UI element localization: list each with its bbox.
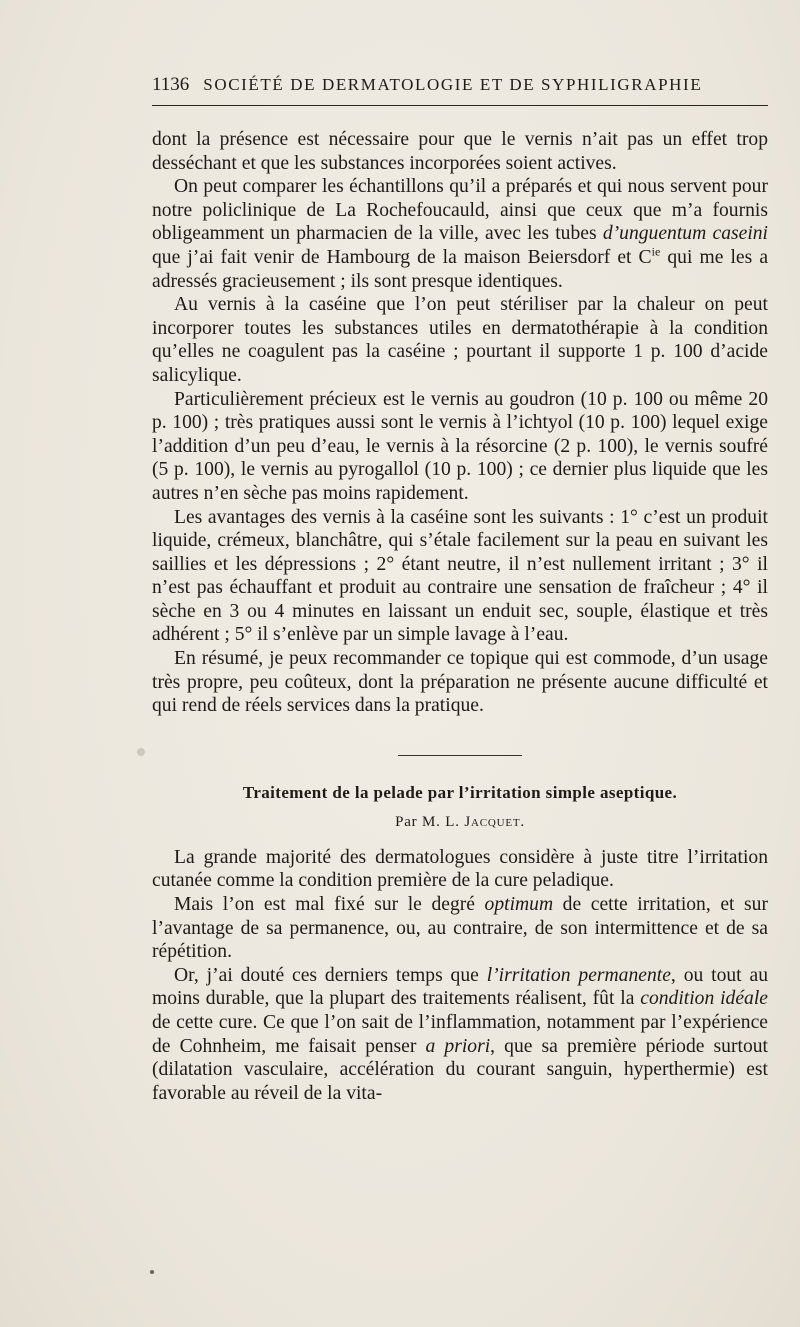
- paragraph-text: , ou tout au moins durable, que la plupart des traitements réalisent, fût la: [152, 964, 768, 1010]
- paragraph-sterilize: [152, 293, 768, 387]
- italic-term: d’unguentum caseini: [602, 223, 769, 245]
- superscript: ie: [651, 244, 661, 259]
- paragraph-text: qui me les a adressés gracieusement ; ils sont presque identiques.: [152, 246, 769, 292]
- italic-term: condition idéale: [640, 988, 768, 1010]
- header-rule: [152, 105, 768, 106]
- article-author: [152, 812, 768, 832]
- article-body: [152, 846, 768, 1106]
- paragraph-samples: [152, 175, 768, 293]
- paragraph-text: de cette cure. Ce que l’on sait de l’inflammation, notamment par l’expérience de Cohnheim, me faisait penser: [152, 1012, 768, 1057]
- page-number: 1136: [152, 74, 190, 95]
- paragraph-doubt: [152, 964, 768, 1106]
- paragraph-text: Mais l’on est mal fixé sur le degré: [174, 894, 485, 916]
- italic-term: a priori: [425, 1035, 491, 1057]
- author-prefix: Par M. L.: [395, 813, 465, 830]
- paragraph-varieties: [152, 388, 768, 506]
- ink-speck: [150, 1270, 154, 1274]
- author-name: Jacquet.: [464, 813, 525, 830]
- paragraph-text: On peut comparer les échantillons qu’il a préparés et qui nous servent pour notre policlinique de La Rochefoucauld, ainsi que ceux que m’a fournis obligeamment un pharmacien de la ville, avec les tubes: [152, 176, 768, 245]
- paragraph-advantages: [152, 506, 768, 648]
- paragraph-summary: [152, 647, 768, 718]
- running-header: [152, 74, 768, 98]
- paper-blot: [137, 748, 145, 756]
- paragraph-text: que j’ai fait venir de Hambourg de la maison Beiersdorf et C: [152, 246, 652, 268]
- paragraph-text: Au vernis à la caséine que l’on peut stériliser par la chaleur on peut incorporer toutes les substances utiles en dermatothérapie à la condition qu’elles ne coagulent pas la caséine ; pourtant il supporte 1 p. 100 d’acide salicylique.: [152, 294, 768, 386]
- paragraph-optimum: [152, 893, 768, 964]
- paragraph-intro: [152, 846, 768, 893]
- paragraph-text: de cette irritation, et sur l’avantage de sa permanence, ou, au contraire, de son intermittence et de sa répétition.: [152, 894, 768, 963]
- italic-term: l’irritation permanente: [486, 964, 671, 986]
- section-separator: [398, 755, 522, 756]
- paragraph-text: , que sa première période surtout (dilatation vasculaire, accélération du courant sanguin, hyperthermie) est favorable au réveil de la vita-: [152, 1035, 768, 1104]
- paragraph-text: Les avantages des vernis à la caséine sont les suivants : 1° c’est un produit liquide, crémeux, blanchâtre, qui s’étale facilement sur la peau en suivant les saillies et les dépressions ; 2° étant neutre, il n’est nullement irritant ; 3° il n’est pas échauffant et produit au contraire une sensation de fraîcheur ; 4° il sèche en 3 ou 4 minutes en laissant un enduit sec, souple, élastique et très adhérent ; 5° il s’enlève par un simple lavage à l’eau.: [152, 506, 768, 646]
- italic-term: optimum: [484, 894, 554, 916]
- paragraph-text: En résumé, je peux recommander ce topique qui est commode, d’un usage très propre, peu coûteux, dont la préparation ne présente aucune difficulté et qui rend de réels services dans la pratique.: [152, 648, 768, 717]
- paragraph-text: Or, j’ai douté ces derniers temps que: [174, 964, 487, 986]
- running-title: SOCIÉTÉ DE DERMATOLOGIE ET DE SYPHILIGRAPHIE: [203, 75, 703, 94]
- page-body: [152, 128, 768, 1105]
- article-title: Traitement de la pelade par l’irritation simple aseptique.: [242, 782, 678, 802]
- paragraph-text: dont la présence est nécessaire pour que le vernis n’ait pas un effet trop desséchant et que les substances incorporées soient actives.: [152, 129, 768, 174]
- paragraph-text: Particulièrement précieux est le vernis au goudron (10 p. 100 ou même 20 p. 100) ; très pratiques aussi sont le vernis à l’ichtyol (10 p. 100) lequel exige l’addition d’un peu d’eau, le vernis à la résorcine (2 p. 100), le vernis soufré (5 p. 100), le vernis au pyrogallol (10 p. 100) ; ce dernier plus liquide que les autres n’en sèche pas moins rapidement.: [152, 388, 768, 504]
- paragraph-continuation: [152, 128, 768, 175]
- paragraph-text: La grande majorité des dermatologues considère à juste titre l’irritation cutanée comme la condition première de la cure peladique.: [152, 846, 768, 892]
